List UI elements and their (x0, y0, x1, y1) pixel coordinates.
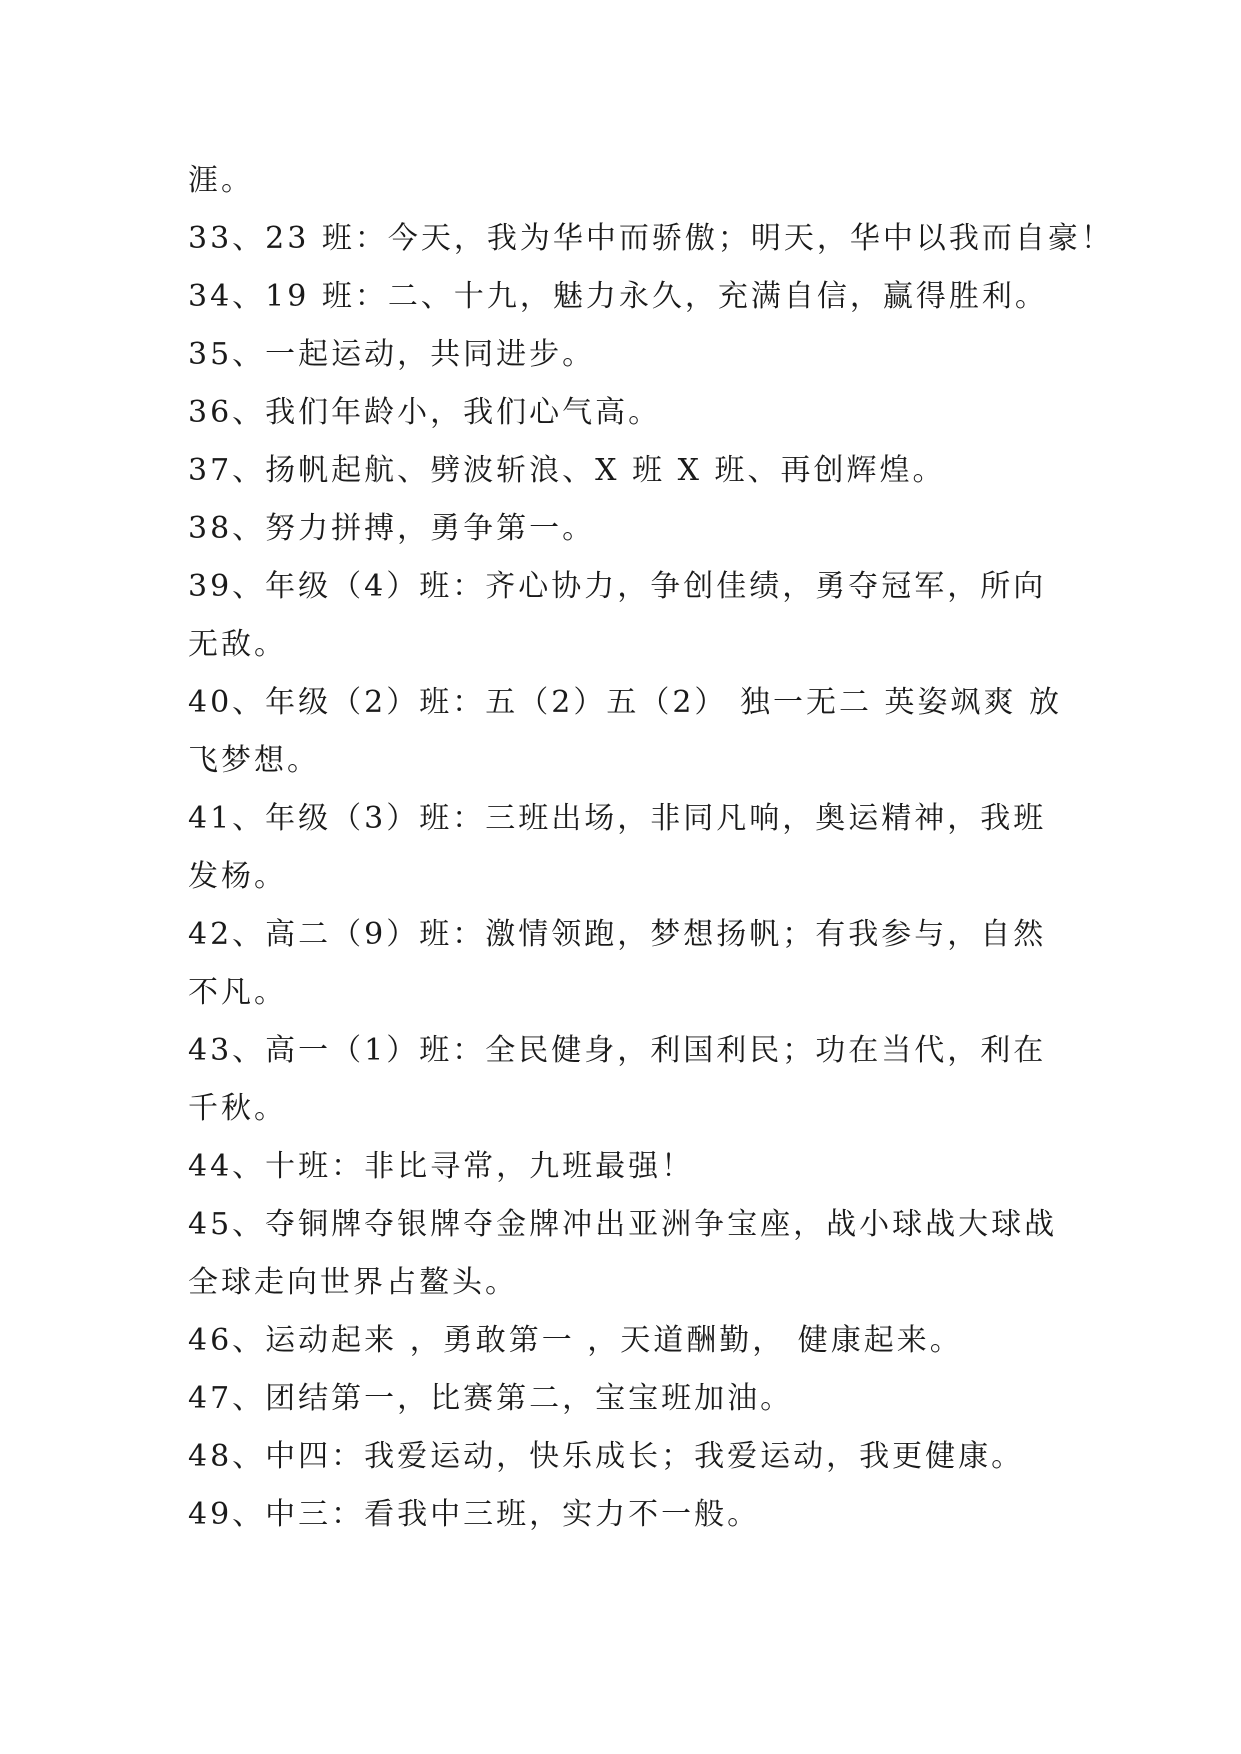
text-line: 涯。 (188, 163, 254, 198)
document-body (188, 152, 1114, 1544)
text-line: 48、中四：我爱运动，快乐成长；我爱运动，我更健康。 (188, 1439, 1025, 1474)
text-line: 39、年级（4）班：齐心协力，争创佳绩，勇夺冠军，所向 (188, 569, 1047, 604)
text-line: 无敌。 (188, 627, 287, 662)
text-line: 36、我们年龄小，我们心气高。 (188, 395, 662, 430)
text-line: 35、一起运动，共同进步。 (188, 337, 596, 372)
text-line: 49、中三：看我中三班，实力不一般。 (188, 1497, 761, 1532)
text-line: 全球走向世界占鳌头。 (188, 1265, 518, 1300)
text-line: 43、高一（1）班：全民健身，利国利民；功在当代，利在 (188, 1033, 1047, 1068)
text-line: 46、运动起来 ，勇敢第一 ，天道酬勤， 健康起来。 (188, 1323, 963, 1358)
text-line: 47、团结第一，比赛第二，宝宝班加油。 (188, 1381, 794, 1416)
text-line: 千秋。 (188, 1091, 287, 1126)
text-line: 44、十班：非比寻常，九班最强！ (188, 1149, 695, 1184)
text-line: 41、年级（3）班：三班出场，非同凡响，奥运精神，我班 (188, 801, 1047, 836)
text-line: 飞梦想。 (188, 743, 320, 778)
text-line: 34、19 班：二、十九，魅力永久，充满自信，赢得胜利。 (188, 279, 1048, 314)
text-line: 40、年级（2）班：五（2）五（2） 独一无二 英姿飒爽 放 (188, 685, 1063, 720)
text-line: 33、23 班：今天，我为华中而骄傲；明天，华中以我而自豪！ (188, 221, 1114, 256)
text-line: 不凡。 (188, 975, 287, 1010)
text-line: 45、夺铜牌夺银牌夺金牌冲出亚洲争宝座，战小球战大球战 (188, 1207, 1058, 1242)
text-line: 38、努力拼搏，勇争第一。 (188, 511, 596, 546)
text-line: 37、扬帆起航、劈波斩浪、X 班 X 班、再创辉煌。 (188, 453, 946, 488)
text-line: 42、高二（9）班：激情领跑，梦想扬帆；有我参与，自然 (188, 917, 1047, 952)
text-line: 发杨。 (188, 859, 287, 894)
